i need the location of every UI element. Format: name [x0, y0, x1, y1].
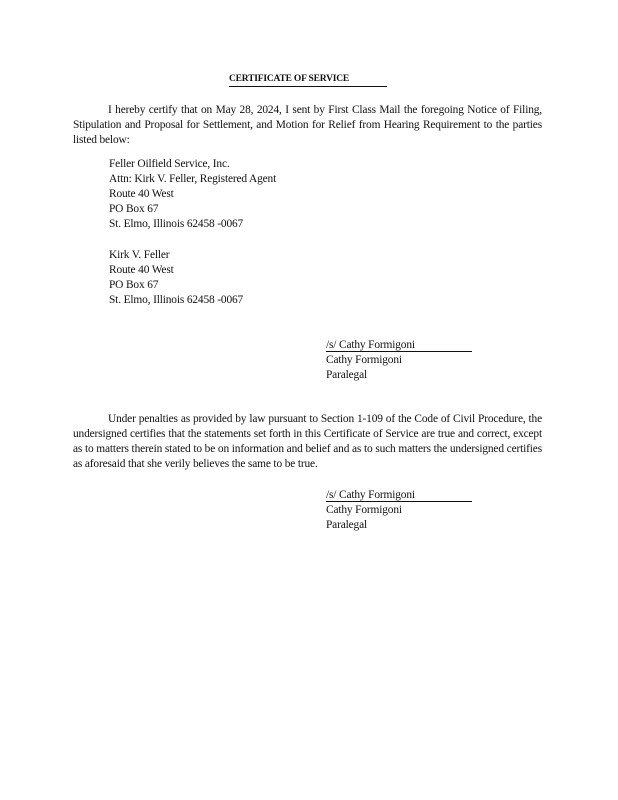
signature-block-2	[326, 488, 472, 533]
signature-2-signed: /s/ Cathy Formigoni	[326, 489, 472, 502]
recipient-2-line-4: St. Elmo, Illinois 62458 -0067	[109, 294, 244, 306]
certify-paragraph-text: I hereby certify that on May 28, 2024, I sent by First Class Mail the foregoing Notice of Filing, Stipulation and Proposal for Settlement, and Motion for Relief from Hearing Requirement to the parties listed below:	[73, 104, 542, 146]
signature-2-role: Paralegal	[326, 519, 368, 531]
signature-1-role: Paralegal	[326, 369, 368, 381]
recipient-1-line-2: Attn: Kirk V. Feller, Registered Agent	[109, 173, 277, 185]
verification-paragraph-text: Under penalties as provided by law pursuant to Section 1-109 of the Code of Civil Procedure, the undersigned certifies that the statements set forth in this Certificate of Service are true and correct, except as to matters therein stated to be on information and belief and as to such matters the undersigned certifies as aforesaid that she verily believes the same to be true.	[73, 413, 542, 470]
recipient-2-line-1: Kirk V. Feller	[109, 249, 170, 261]
signature-1-name: Cathy Formigoni	[326, 354, 402, 366]
recipient-2-line-3: PO Box 67	[109, 279, 159, 291]
signature-block-1	[326, 338, 472, 383]
recipient-1-line-3: Route 40 West	[109, 188, 174, 200]
recipient-1-line-5: St. Elmo, Illinois 62458 -0067	[109, 218, 244, 230]
signature-2-name: Cathy Formigoni	[326, 504, 402, 516]
recipient-2-line-2: Route 40 West	[109, 264, 174, 276]
page-title: CERTIFICATE OF SERVICE	[229, 73, 387, 87]
recipient-1-line-1: Feller Oilfield Service, Inc.	[109, 158, 230, 170]
verification-paragraph	[73, 412, 542, 472]
recipient-1-line-4: PO Box 67	[109, 203, 159, 215]
recipient-block-2	[109, 248, 243, 308]
signature-1-signed: /s/ Cathy Formigoni	[326, 339, 472, 352]
recipient-block-1	[109, 157, 276, 232]
certify-paragraph	[73, 103, 542, 148]
